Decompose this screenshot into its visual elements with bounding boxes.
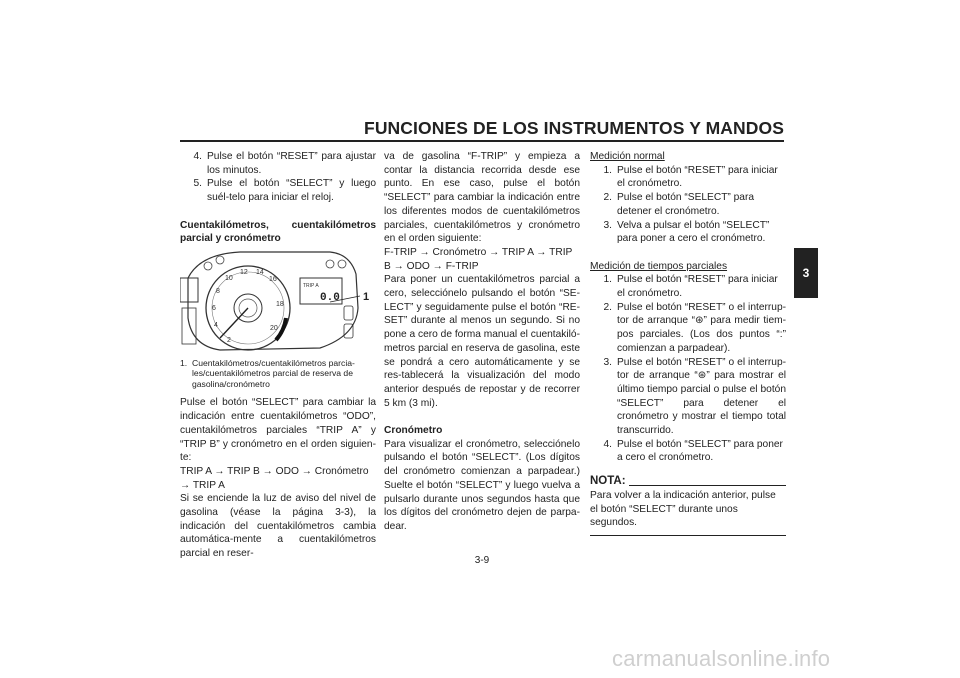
- step-item: [590, 301, 786, 356]
- warning-light-icon: [338, 260, 346, 268]
- paragraph: Para poner un cuentakilómetros parcial a cero, selecciónelo pulsando el botón “SE-LECT” y seguidamente pulse el botón “RE-SET” durante al menos un segundo. Si no pone a cero de forma manual el cuentakiló-metros parcial en reserva de gasolina, este se pondrá a cero automáticamente y se res-tablecerá la visualización del modo anterior después de repostar y de recorrer 5 km (3 mi).: [384, 274, 580, 409]
- note-end-rule: [590, 535, 786, 536]
- step-item: [590, 219, 786, 246]
- step-text: Pulse el botón “SELECT” para detener el cronómetro.: [617, 192, 755, 217]
- step-text: Velva a pulsar el botón “SELECT” para poner a cero el cronómetro.: [617, 219, 770, 245]
- step-item: [590, 273, 786, 300]
- display-label: TRIP A: [303, 282, 319, 289]
- column-3: [590, 150, 786, 536]
- caption-text: Cuentakilómetros/cuentakilómetros parcia-les/cuentakilómetros parcial de reserva de gasolina/cronómetro: [192, 357, 355, 389]
- step-item: [590, 191, 786, 218]
- step-item: [590, 438, 786, 465]
- dial-label: 20: [270, 324, 278, 332]
- dial-label: 2: [227, 336, 231, 344]
- paragraph: Pulse el botón “SELECT” para cambiar la indicación entre cuentakilómetros “ODO”, cuentakilómetros parciales “TRIP A” y “TRIP B” y cronómetro en el orden siguien-te:: [180, 397, 376, 464]
- page-number: 3-9: [474, 555, 490, 566]
- warning-light-icon: [326, 260, 334, 268]
- instrument-cluster-illustration: [180, 248, 376, 356]
- step-text: Pulse el botón “RESET” para iniciar el cronómetro.: [617, 164, 778, 190]
- column-2: [384, 150, 580, 534]
- dial-label: 6: [212, 304, 216, 312]
- page-title: FUNCIONES DE LOS INSTRUMENTOS Y MANDOS: [364, 118, 784, 138]
- dial-label: 10: [225, 274, 233, 282]
- step-text: Pulse el botón “RESET” o el interrup-tor de arranque “⊛” para mostrar el último tiempo parcial o pulse el botón “SELECT” para detener el cronómetro y mostrar el tiempo total transcurrido.: [617, 356, 786, 437]
- section-heading: Cronómetro: [384, 425, 443, 437]
- sequence-text: F-TRIP → Cronómetro → TRIP A → TRIP B → ODO → F-TRIP: [384, 246, 573, 272]
- step-number: 2.: [603, 301, 612, 313]
- note-label: NOTA:: [590, 475, 626, 488]
- select-button-graphic: [344, 306, 353, 320]
- step-text: Pulse el botón “RESET” o el interrup-tor de arranque “⊛” para medir tiem-pos parciales. (Los dos puntos “:” comienzan a parpadear).: [617, 301, 786, 354]
- caption-number: 1.: [180, 357, 188, 368]
- section-heading: Cuentakilómetros, cuentakilómetros parcial y cronómetro: [180, 219, 376, 245]
- subheading: Medición normal: [590, 151, 665, 162]
- dial-label: 4: [214, 321, 218, 329]
- paragraph: va de gasolina “F-TRIP” y empieza a contar la distancia recorrida desde ese punto. En ese caso, pulse el botón “SELECT” para cambiar la indicación entre los diferentes modos de cuentakilómetros parciales, cuentakilómetros y cronómetro en el orden siguiente:: [384, 151, 580, 245]
- dial-label: 8: [216, 287, 220, 295]
- column-1: [180, 150, 376, 561]
- figure-caption: [180, 358, 376, 390]
- step-number: 5.: [193, 178, 202, 190]
- paragraph: Para visualizar el cronómetro, selecciónelo pulsando el botón “SELECT”. (Los dígitos del cronómetro comienzan a parpadear.) Suelte el botón “SELECT” y luego vuelva a pulsarlo durante unos segundos hasta que los dígitos del cronómetro dejen de parpa-dear.: [384, 438, 580, 532]
- step-number: 4.: [193, 151, 202, 162]
- step-item: [590, 164, 786, 191]
- step-number: 3.: [603, 219, 612, 231]
- paragraph: Si se enciende la luz de aviso del nivel de gasolina (véase la página 3-3), la indicación del cuentakilómetros cambia automática-mente a cuentakilómetros parcial en reser-: [180, 493, 376, 560]
- subheading: Medición de tiempos parciales: [590, 260, 728, 272]
- step-item: [180, 150, 376, 177]
- step-text: Pulse el botón “SELECT” para poner a cero el cronómetro.: [617, 438, 783, 464]
- sequence-text: TRIP A → TRIP B → ODO → Cronómetro → TRIP A: [180, 465, 369, 491]
- step-text: Pulse el botón “RESET” para ajustar los minutos.: [207, 151, 376, 176]
- dial-label: 14: [256, 268, 264, 276]
- header-rule: [180, 140, 784, 142]
- step-number: 4.: [603, 438, 612, 450]
- instrument-cluster-figure: [180, 248, 376, 356]
- dial-label: 16: [269, 275, 277, 283]
- note-text: Para volver a la indicación anterior, pulse el botón “SELECT” durante unos segundos.: [590, 489, 776, 529]
- step-number: 2.: [603, 192, 612, 204]
- step-text: Pulse el botón “RESET” para iniciar el cronómetro.: [617, 274, 778, 300]
- step-number: 3.: [603, 356, 612, 368]
- figure-callout: 1: [363, 290, 370, 303]
- warning-light-icon: [204, 262, 212, 270]
- step-number: 1.: [603, 274, 612, 286]
- note-header: [590, 475, 786, 489]
- step-item: [180, 177, 376, 204]
- display-digits: 0.0: [320, 291, 340, 304]
- step-text: Pulse el botón “SELECT” y luego suél-telo para iniciar el reloj.: [207, 178, 376, 204]
- dial-label: 12: [240, 268, 248, 276]
- step-item: [590, 356, 786, 438]
- dial-label: 18: [276, 300, 284, 308]
- watermark: carmanualsonline.info: [612, 646, 831, 671]
- warning-light-icon: [216, 256, 224, 264]
- step-number: 1.: [603, 164, 612, 176]
- note-rule: [629, 485, 786, 486]
- chapter-tab: 3: [794, 248, 818, 298]
